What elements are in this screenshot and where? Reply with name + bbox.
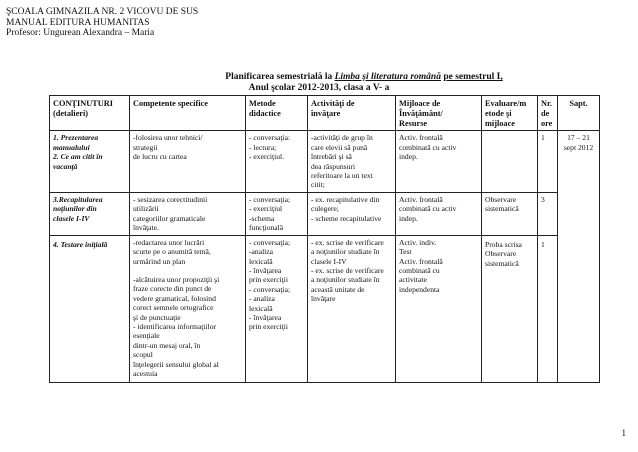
row3-continut: 4. Testare iniţială [50, 235, 130, 382]
row2-activitati: - ex. recapitulative din culegere; - scheme recapitulative [308, 192, 396, 235]
header-activitati: Activităţi de învăţare [308, 96, 396, 131]
header-continuturi: CONŢINUTURI (detalieri) [50, 96, 130, 131]
row2-competente: - sesizarea corectitudinii utilizării categoriilor gramaticale învăţate. [130, 192, 246, 235]
row1-metode: - conversaţia: - lectura; - exerciţiul. [246, 131, 308, 192]
header-competente: Competente specifice [130, 96, 246, 131]
row1-activitati: -activităţi de grup în care elevii să pună întrebări şi să dea răspunsuri referitoare la un text citit; [308, 131, 396, 192]
plan-title-semester: pe semestrul I, [443, 72, 503, 82]
row2-metode: - conversaţia; - exerciţiul -schema funcţională [246, 192, 308, 235]
table-header-row [50, 96, 600, 131]
header-mijloace: Mijloace de Învăţământ/ Resurse [396, 96, 482, 131]
saptamana-range: 17 – 21 [567, 133, 590, 143]
row2-continut: 3.Recapitularea noţiunilor din clasele I-IV [50, 192, 130, 235]
row3-competente: -redactarea unor lucrări scurte pe o anumită temă, urmărind un plan -alcătuirea unor propoziţii şi fraze corecte din punct de vedere gramatical, folosind corect semnele ortografice şi de punctuaţie - identificarea informaţiilor esenţiale dintr-un mesaj oral, în scopul înţelegerii sensului global al acestuia [130, 235, 246, 382]
header-nr-ore: Nr. de ore [538, 96, 558, 131]
row2-ore: 3 [538, 192, 558, 235]
saptamana-cell [558, 131, 600, 382]
row3-mijloace: Activ. indiv. Test Activ. frontală combinată cu activitate independenta [396, 235, 482, 382]
teacher-name: Profesor: Ungurean Alexandra – Maria [6, 28, 155, 38]
planning-table [49, 95, 600, 383]
manual-name: MANUAL EDITURA HUMANITAS [6, 17, 150, 28]
row2-evaluare: Observare sistematică [482, 192, 538, 235]
row1-mijloace: Activ. frontală combinată cu activ indep. [396, 131, 482, 192]
row3-metode: - conversaţia; -analiza lexicală - învăţarea prin exerciţii - conversaţia; - analiza lexicală - învăţarea prin exerciţii [246, 235, 308, 382]
table-row [50, 131, 600, 192]
plan-title-line2: Anul şcolar 2012-2013, clasa a V- a [248, 83, 390, 93]
school-name: ŞCOALA GIMNAZILA NR. 2 VICOVU DE SUS [6, 7, 199, 17]
header-evaluare: Evaluare/m etode şi mijloace [482, 96, 538, 131]
plan-title-pre: Planificarea semestrială la [225, 72, 335, 82]
row1-evaluare [482, 131, 538, 192]
header-saptamana: Sapt. [558, 96, 600, 131]
row1-ore: 1 [538, 131, 558, 192]
row2-mijloace: Activ. frontală combinată cu activ indep. [396, 192, 482, 235]
document-header [6, 7, 198, 39]
page-number: 1 [621, 428, 626, 438]
header-metode: Metode didactice [246, 96, 308, 131]
row1-competente: -folosirea unor tehnici/ strategii de lucru cu cartea [130, 131, 246, 192]
row3-activitati: - ex. scrise de verificare a noţiunilor studiate în clasele I-IV - ex. scrise de verificare a noţiunilor studiate în această unitate de învăţare [308, 235, 396, 382]
row1-continut: 1. Prezentarea manualului 2. Ce am citit în vacanţă [50, 131, 130, 192]
plan-title [0, 72, 638, 83]
plan-title-subject: Limba şi literatura română [334, 72, 441, 82]
table-row [50, 192, 600, 235]
row3-ore: 1 [538, 235, 558, 382]
saptamana-month: sept 2012 [563, 142, 594, 152]
row3-evaluare: Proba scrisa Observare sistematică [482, 235, 538, 382]
table-row [50, 235, 600, 382]
